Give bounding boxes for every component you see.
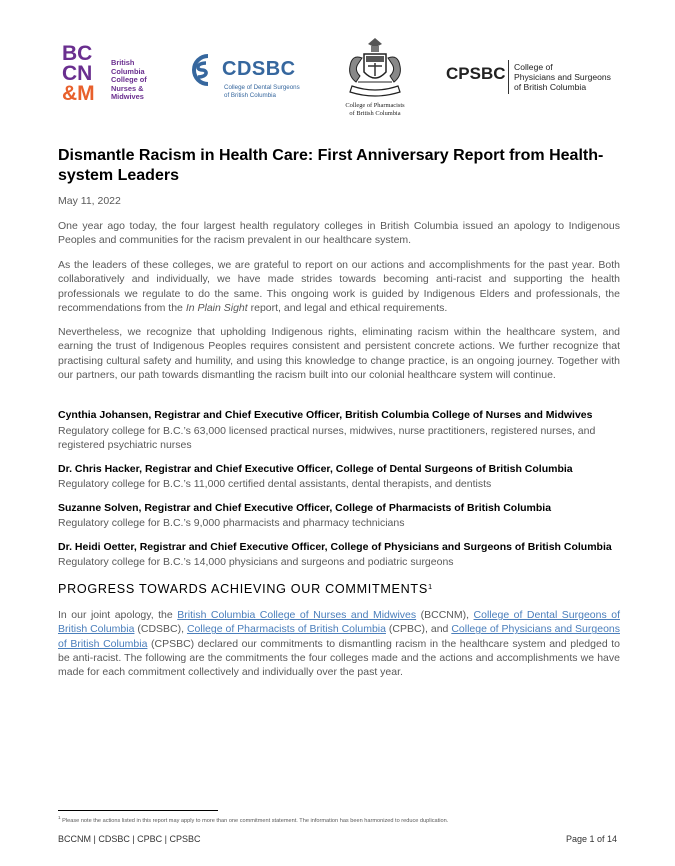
report-title: Dismantle Racism in Health Care: First Anniversary Report from Health-system Leaders xyxy=(58,147,604,184)
cdsbc-logo-subtitle: College of Dental Surgeons of British Columbia xyxy=(224,84,300,99)
paragraph-leaders: As the leaders of these colleges, we are grateful to report on our actions and accomplishments for the past year. Both collaboratively and individually, we have made strides towards becoming anti-racist and supporting the health professionals we regulate to do the same. This ongoing work is guided by Indigenous Elders and professionals, the recommendations from the In Plain Sight report, and legal and ethical requirements. xyxy=(58,259,620,314)
signatory-name: Suzanne Solven, Registrar and Chief Executive Officer, College of Pharmacists of British Columbia xyxy=(58,502,552,514)
signatory-description: Regulatory college for B.C.’s 63,000 licensed practical nurses, midwives, nurse practitioners, registered nurses, and registered psychiatric nurses xyxy=(58,425,596,452)
footnote-rule xyxy=(58,810,218,811)
cpbc-logo-caption: College of Pharmacists of British Columbia xyxy=(345,102,405,117)
signatory-description: Regulatory college for B.C.’s 14,000 physicians and surgeons and podiatric surgeons xyxy=(58,556,454,568)
bccnm-logo-text: British Columbia College of Nurses & Midwives xyxy=(111,58,147,102)
report-date: May 11, 2022 xyxy=(58,195,121,207)
cpsbc-logo-text: College of Physicians and Surgeons of British Columbia xyxy=(514,62,611,92)
logo-bar xyxy=(58,36,618,126)
bccnm-logo xyxy=(62,44,162,114)
link-bccnm[interactable]: British Columbia College of Nurses and Midwives xyxy=(177,609,417,621)
link-cdsbc[interactable]: College of Dental Surgeons of British Columbia xyxy=(58,609,620,636)
cdsbc-symbol-icon xyxy=(186,52,216,88)
link-cpbc[interactable]: College of Pharmacists of British Columbia xyxy=(186,623,386,636)
cpsbc-logo: CPSBC College of Physicians and Surgeons of British Columbia xyxy=(446,58,618,98)
section-heading: PROGRESS TOWARDS ACHIEVING OUR COMMITMENTS$^1$ xyxy=(58,582,433,596)
cpsbc-divider xyxy=(508,60,509,94)
paragraph-nevertheless: Nevertheless, we recognize that upholding Indigenous rights, eliminating racism within the healthcare system, and earning the trust of Indigenous Peoples requires consistent and persistent concrete actions. We further recognize that practising cultural safety and humility, and using this knowledge to change practice, is an ongoing journey. Together with our partners, our path towards dismantling the racism built into our colonial healthcare system will continue. xyxy=(58,326,620,381)
coat-of-arms-icon xyxy=(338,36,412,102)
signatory-name: Dr. Chris Hacker, Registrar and Chief Executive Officer, College of Dental Surgeons of British Columbia xyxy=(58,463,573,475)
page-number: Page 1 of 14 xyxy=(566,834,618,844)
bccnm-logo-mark: BC CN &M xyxy=(62,42,95,105)
link-cpsbc[interactable]: College of Physicians and Surgeons of British Columbia xyxy=(58,623,620,650)
footnote: $^1$ Please note the actions listed in this report may apply to more than one commitment statement. The information has been harmonized to reduce duplication. xyxy=(58,815,449,824)
cdsbc-logo: CDSBC College of Dental Surgeons of British Columbia xyxy=(186,50,316,110)
signatory-description: Regulatory college for B.C.’s 11,000 certified dental assistants, dental therapists, and dentists xyxy=(58,478,492,490)
paragraph-intro: One year ago today, the four largest health regulatory colleges in British Columbia issued an apology to Indigenous Peoples and communities for the racism prevalent in our healthcare system. xyxy=(58,220,620,247)
signatory-description: Regulatory college for B.C.’s 9,000 pharmacists and pharmacy technicians xyxy=(58,517,405,529)
paragraph-commitments: In our joint apology, the British Columbia College of Nurses and Midwives (BCCNM), College of Dental Surgeons of British Columbia (CDSBC), College of Pharmacists of British Columbia (CPBC), and College of Physicians and Surgeons of British Columbia (CPSBC) declared our commitments to dismantling racism in the healthcare system and pledged to be anti-racist. The following are the commitments the four colleges made and the actions and accomplishments we have made for each commitment collectively and individually over the past year. xyxy=(58,609,620,679)
signatory-name: Cynthia Johansen, Registrar and Chief Executive Officer, British Columbia College of Nurses and Midwives xyxy=(58,409,593,421)
signatory-name: Dr. Heidi Oetter, Registrar and Chief Executive Officer, College of Physicians and Surgeons of British Columbia xyxy=(58,541,612,553)
cpbc-logo xyxy=(330,36,420,126)
footer-colleges: BCCNM | CDSBC | CPBC | CPSBC xyxy=(58,834,201,844)
